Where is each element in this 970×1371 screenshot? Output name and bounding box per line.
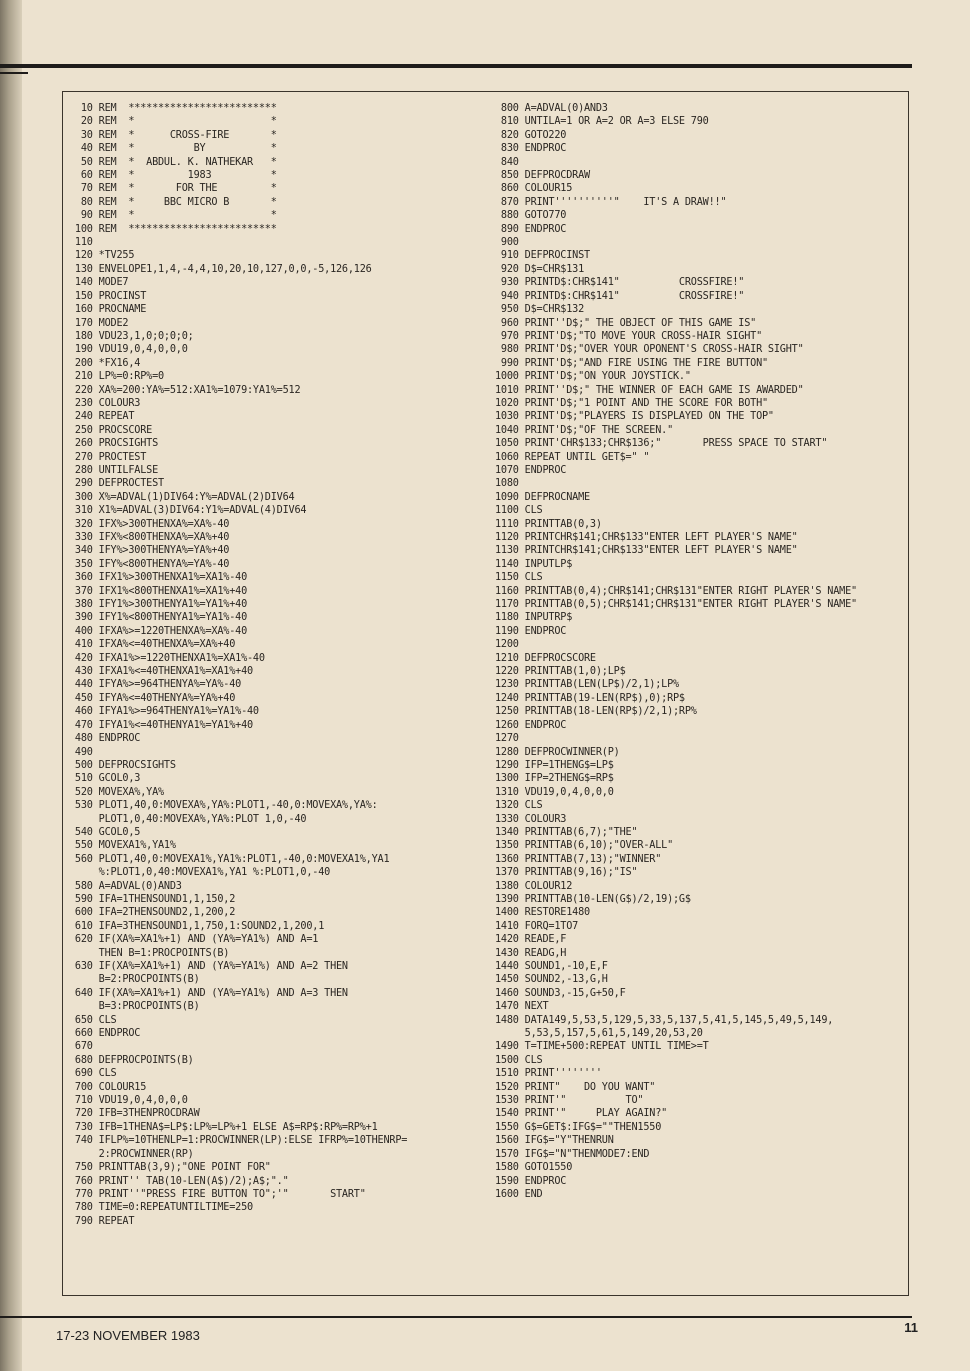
code-line: 360 IFX1%>300THENXA1%=XA1%-40 — [69, 572, 248, 584]
code-line: 1190 ENDPROC — [495, 625, 567, 637]
code-line: 1160 PRINTTAB(0,4);CHR$141;CHR$131"ENTER RIGHT PLAYER'S NAME" — [495, 585, 857, 597]
code-line: 210 LP%=0:RP%=0 — [69, 371, 164, 383]
code-line: 560 PLOT1,40,0:MOVEXA1%,YA1%:PLOT1,-40,0:MOVEXA1%,YA1 — [69, 853, 390, 865]
code-line: 720 IFB=3THENPROCDRAW — [69, 1108, 200, 1120]
code-line: 1260 ENDPROC — [495, 719, 567, 731]
code-line: 1020 PRINT'D$;"1 POINT AND THE SCORE FOR BOTH" — [495, 397, 768, 409]
code-line: 370 IFX1%<800THENXA1%=XA1%+40 — [69, 585, 248, 597]
issue-date: 17-23 NOVEMBER 1983 — [56, 1328, 200, 1343]
code-line: 100 REM ************************* — [69, 223, 277, 235]
code-line: 1460 SOUND3,-15,G+50,F — [495, 987, 626, 999]
code-line: 900 — [495, 237, 519, 249]
code-line: 1200 — [495, 639, 519, 651]
code-line: 340 IFY%>300THENYA%=YA%+40 — [69, 545, 230, 557]
code-line: 1360 PRINTTAB(7,13);"WINNER" — [495, 853, 662, 865]
code-line: 630 IF(XA%=XA1%+1) AND (YA%=YA1%) AND A=2 THEN — [69, 961, 348, 972]
listing-left-column — [69, 102, 407, 1228]
code-line: 510 GCOL0,3 — [69, 773, 141, 785]
code-line: 60 REM * 1983 * — [69, 170, 277, 182]
code-line: 650 CLS — [69, 1014, 117, 1026]
code-line: 1250 PRINTTAB(18-LEN(RP$)/2,1);RP% — [495, 706, 697, 718]
code-line: 5,53,5,157,5,61,5,149,20,53,20 — [495, 1028, 703, 1040]
code-line: 1440 SOUND1,-10,E,F — [495, 961, 608, 972]
code-line: 1180 INPUTRP$ — [495, 612, 573, 624]
code-line: 1270 — [495, 733, 519, 745]
code-line: 1290 IFP=1THENG$=LP$ — [495, 759, 614, 771]
code-line: 1450 SOUND2,-13,G,H — [495, 974, 608, 986]
code-line: 1210 DEFPROCSCORE — [495, 652, 596, 664]
code-line: 230 COLOUR3 — [69, 397, 141, 409]
code-line: 350 IFY%<800THENYA%=YA%-40 — [69, 558, 230, 570]
code-line: 1150 CLS — [495, 572, 543, 584]
code-line: 1120 PRINTCHR$141;CHR$133"ENTER LEFT PLAYER'S NAME" — [495, 532, 798, 543]
top-rule — [0, 64, 912, 68]
code-line: 1550 G$=GET$:IFG$=""THEN1550 — [495, 1121, 662, 1133]
code-line: 1070 ENDPROC — [495, 464, 567, 476]
code-line: 530 PLOT1,40,0:MOVEXA%,YA%:PLOT1,-40,0:MOVEXA%,YA%: — [69, 800, 378, 812]
code-line: 1100 CLS — [495, 505, 543, 517]
binding-spine — [0, 0, 22, 1371]
code-line: 970 PRINT'D$;"TO MOVE YOUR CROSS-HAIR SIGHT" — [495, 330, 763, 342]
code-line: 1340 PRINTTAB(6,7);"THE" — [495, 826, 638, 838]
code-line: %:PLOT1,0,40:MOVEXA1%,YA1 %:PLOT1,0,-40 — [69, 867, 331, 879]
code-line: 1530 PRINT'" TO" — [495, 1095, 644, 1107]
code-line: 800 A=ADVAL(0)AND3 — [495, 103, 608, 114]
code-line: 850 DEFPROCDRAW — [495, 170, 590, 182]
code-line: 1110 PRINTTAB(0,3) — [495, 518, 602, 530]
code-line: 1540 PRINT'" PLAY AGAIN?" — [495, 1108, 668, 1120]
code-line: 480 ENDPROC — [69, 733, 141, 745]
code-line: 390 IFY1%<800THENYA1%=YA1%-40 — [69, 612, 248, 624]
code-line: 250 PROCSCORE — [69, 424, 153, 436]
page-number: 11 — [904, 1320, 918, 1335]
code-line: 290 DEFPROCTEST — [69, 478, 164, 490]
code-line: 150 PROCINST — [69, 290, 147, 302]
code-line: 1500 CLS — [495, 1054, 543, 1066]
code-line: 160 PROCNAME — [69, 304, 147, 316]
code-line: 1310 VDU19,0,4,0,0,0 — [495, 786, 614, 798]
code-line: 810 UNTILA=1 OR A=2 OR A=3 ELSE 790 — [495, 116, 709, 128]
code-line: 1050 PRINT'CHR$133;CHR$136;" PRESS SPACE TO START" — [495, 438, 828, 450]
code-line: 680 DEFPROCPOINTS(B) — [69, 1054, 194, 1066]
code-line: 610 IFA=3THENSOUND1,1,750,1:SOUND2,1,200,1 — [69, 920, 325, 932]
code-line: 1130 PRINTCHR$141;CHR$133"ENTER LEFT PLAYER'S NAME" — [495, 545, 798, 557]
code-line: 20 REM * * — [69, 116, 277, 128]
code-line: 1170 PRINTTAB(0,5);CHR$141;CHR$131"ENTER RIGHT PLAYER'S NAME" — [495, 599, 857, 611]
program-listing-box — [62, 91, 909, 1296]
code-line: 1230 PRINTTAB(LEN(LP$)/2,1);LP% — [495, 679, 679, 691]
code-line: 1000 PRINT'D$;"ON YOUR JOYSTICK." — [495, 371, 691, 383]
code-line: 550 MOVEXA1%,YA1% — [69, 840, 176, 852]
code-line: 640 IF(XA%=XA1%+1) AND (YA%=YA1%) AND A=3 THEN — [69, 987, 348, 999]
code-line: 870 PRINT''''''''''" IT'S A DRAW!!" — [495, 196, 727, 208]
code-line: 120 *TV255 — [69, 250, 135, 262]
code-line: 740 IFLP%=10THENLP=1:PROCWINNER(LP):ELSE IFRP%=10THENRP= — [69, 1135, 408, 1147]
code-line: 960 PRINT''D$;" THE OBJECT OF THIS GAME IS" — [495, 317, 757, 329]
code-line: 930 PRINTD$:CHR$141" CROSSFIRE!" — [495, 277, 745, 289]
code-line: 1330 COLOUR3 — [495, 813, 567, 825]
code-line: 1570 IFG$="N"THENMODE7:END — [495, 1148, 650, 1160]
code-line: 780 TIME=0:REPEATUNTILTIME=250 — [69, 1202, 253, 1214]
code-line: 330 IFX%<800THENXA%=XA%+40 — [69, 532, 230, 543]
code-line: 270 PROCTEST — [69, 451, 147, 463]
code-line: 490 — [69, 746, 93, 758]
code-line: 450 IFYA%<=40THENYA%=YA%+40 — [69, 692, 236, 704]
code-line: 130 ENVELOPE1,1,4,-4,4,10,20,10,127,0,0,-5,126,126 — [69, 263, 372, 275]
code-line: 1080 — [495, 478, 519, 490]
code-line: 990 PRINT'D$;"AND FIRE USING THE FIRE BUTTON" — [495, 357, 768, 369]
code-line: 1040 PRINT'D$;"OF THE SCREEN." — [495, 424, 674, 436]
code-line: 1600 END — [495, 1188, 543, 1200]
code-line: 910 DEFPROCINST — [495, 250, 590, 262]
code-line: 1350 PRINTTAB(6,10);"OVER-ALL" — [495, 840, 674, 852]
code-line: 140 MODE7 — [69, 277, 129, 289]
code-line: 170 MODE2 — [69, 317, 129, 329]
code-line: 440 IFYA%>=964THENYA%=YA%-40 — [69, 679, 242, 691]
code-line: 520 MOVEXA%,YA% — [69, 786, 164, 798]
code-line: 190 VDU19,0,4,0,0,0 — [69, 344, 188, 356]
code-line: 220 XA%=200:YA%=512:XA1%=1079:YA1%=512 — [69, 384, 301, 396]
code-line: B=3:PROCPOINTS(B) — [69, 1001, 200, 1013]
code-line: 70 REM * FOR THE * — [69, 183, 277, 195]
code-line: 40 REM * BY * — [69, 143, 277, 155]
code-line: 940 PRINTD$:CHR$141" CROSSFIRE!" — [495, 290, 745, 302]
code-line: 320 IFX%>300THENXA%=XA%-40 — [69, 518, 230, 530]
code-line: 1400 RESTORE1480 — [495, 907, 590, 919]
code-line: 820 GOTO220 — [495, 129, 567, 141]
code-line: 1090 DEFPROCNAME — [495, 491, 590, 503]
listing-right-column — [495, 102, 857, 1201]
code-line: 1140 INPUTLP$ — [495, 558, 573, 570]
code-line: 500 DEFPROCSIGHTS — [69, 759, 176, 771]
code-line: 300 X%=ADVAL(1)DIV64:Y%=ADVAL(2)DIV64 — [69, 491, 295, 503]
code-line: 690 CLS — [69, 1068, 117, 1080]
code-line: 760 PRINT'' TAB(10-LEN(A$)/2);A$;"." — [69, 1175, 289, 1187]
code-line: 110 — [69, 237, 93, 249]
code-line: 770 PRINT''"PRESS FIRE BUTTON TO";'" START" — [69, 1188, 366, 1200]
code-line: PLOT1,0,40:MOVEXA%,YA%:PLOT 1,0,-40 — [69, 813, 307, 825]
code-line: 1370 PRINTTAB(9,16);"IS" — [495, 867, 638, 879]
code-line: 980 PRINT'D$;"OVER YOUR OPONENT'S CROSS-HAIR SIGHT" — [495, 344, 804, 356]
code-line: 1410 FORQ=1TO7 — [495, 920, 579, 932]
code-line: 310 X1%=ADVAL(3)DIV64:Y1%=ADVAL(4)DIV64 — [69, 505, 307, 517]
code-line: 410 IFXA%<=40THENXA%=XA%+40 — [69, 639, 236, 651]
code-line: 1280 DEFPROCWINNER(P) — [495, 746, 620, 758]
code-line: 240 REPEAT — [69, 411, 135, 423]
code-line: 280 UNTILFALSE — [69, 464, 159, 476]
top-rule-left — [0, 72, 28, 74]
code-line: 670 — [69, 1041, 93, 1053]
code-line: 830 ENDPROC — [495, 143, 567, 155]
code-line: 460 IFYA1%>=964THENYA1%=YA1%-40 — [69, 706, 259, 718]
code-line: 730 IFB=1THENA$=LP$:LP%=LP%+1 ELSE A$=RP$:RP%=RP%+1 — [69, 1121, 378, 1133]
code-line: 10 REM ************************* — [69, 103, 277, 114]
code-line: 660 ENDPROC — [69, 1028, 141, 1040]
code-line: 950 D$=CHR$132 — [495, 304, 585, 316]
code-line: 470 IFYA1%<=40THENYA1%=YA1%+40 — [69, 719, 253, 731]
code-line: 1430 READG,H — [495, 947, 567, 959]
code-line: 840 — [495, 156, 519, 168]
code-line: B=2:PROCPOINTS(B) — [69, 974, 200, 986]
code-line: 30 REM * CROSS-FIRE * — [69, 129, 277, 141]
code-line: 1520 PRINT" DO YOU WANT" — [495, 1081, 656, 1093]
code-line: 620 IF(XA%=XA1%+1) AND (YA%=YA1%) AND A=1 — [69, 934, 319, 946]
code-line: 400 IFXA%>=1220THENXA%=XA%-40 — [69, 625, 248, 637]
code-line: 50 REM * ABDUL. K. NATHEKAR * — [69, 156, 277, 168]
code-line: 1590 ENDPROC — [495, 1175, 567, 1187]
code-line: 1580 GOTO1550 — [495, 1162, 573, 1174]
code-line: 590 IFA=1THENSOUND1,1,150,2 — [69, 893, 236, 905]
code-line: 1220 PRINTTAB(1,0);LP$ — [495, 666, 626, 678]
code-line: THEN B=1:PROCPOINTS(B) — [69, 947, 230, 959]
code-line: 1240 PRINTTAB(19-LEN(RP$),0);RP$ — [495, 692, 685, 704]
code-line: 80 REM * BBC MICRO B * — [69, 196, 277, 208]
code-line: 1320 CLS — [495, 800, 543, 812]
code-line: 380 IFY1%>300THENYA1%=YA1%+40 — [69, 599, 248, 611]
code-line: 1510 PRINT'''''''' — [495, 1068, 602, 1080]
code-line: 880 GOTO770 — [495, 210, 567, 222]
code-line: 600 IFA=2THENSOUND2,1,200,2 — [69, 907, 236, 919]
code-line: 750 PRINTTAB(3,9);"ONE POINT FOR" — [69, 1162, 271, 1174]
code-line: 700 COLOUR15 — [69, 1081, 147, 1093]
code-line: 430 IFXA1%<=40THENXA1%=XA1%+40 — [69, 666, 253, 678]
code-line: 1470 NEXT — [495, 1001, 549, 1013]
code-line: 420 IFXA1%>=1220THENXA1%=XA1%-40 — [69, 652, 265, 664]
code-line: 1380 COLOUR12 — [495, 880, 573, 892]
bottom-rule — [0, 1316, 912, 1318]
code-line: 710 VDU19,0,4,0,0,0 — [69, 1095, 188, 1107]
code-line: 1060 REPEAT UNTIL GET$=" " — [495, 451, 650, 463]
code-line: 1030 PRINT'D$;"PLAYERS IS DISPLAYED ON THE TOP" — [495, 411, 774, 423]
code-line: 1300 IFP=2THENG$=RP$ — [495, 773, 614, 785]
code-line: 1420 READE,F — [495, 934, 567, 946]
code-line: 540 GCOL0,5 — [69, 826, 141, 838]
code-line: 890 ENDPROC — [495, 223, 567, 235]
code-line: 1560 IFG$="Y"THENRUN — [495, 1135, 614, 1147]
code-line: 200 *FX16,4 — [69, 357, 141, 369]
code-line: 790 REPEAT — [69, 1215, 135, 1227]
code-line: 90 REM * * — [69, 210, 277, 222]
code-line: 860 COLOUR15 — [495, 183, 573, 195]
code-line: 1390 PRINTTAB(10-LEN(G$)/2,19);G$ — [495, 893, 691, 905]
code-line: 1480 DATA149,5,53,5,129,5,33,5,137,5,41,5,145,5,49,5,149, — [495, 1014, 834, 1026]
code-line: 920 D$=CHR$131 — [495, 263, 585, 275]
code-line: 2:PROCWINNER(RP) — [69, 1148, 194, 1160]
code-line: 180 VDU23,1,0;0;0;0; — [69, 330, 194, 342]
code-line: 260 PROCSIGHTS — [69, 438, 159, 450]
code-line: 1010 PRINT''D$;" THE WINNER OF EACH GAME IS AWARDED" — [495, 384, 804, 396]
code-line: 580 A=ADVAL(0)AND3 — [69, 880, 182, 892]
code-line: 1490 T=TIME+500:REPEAT UNTIL TIME>=T — [495, 1041, 709, 1053]
